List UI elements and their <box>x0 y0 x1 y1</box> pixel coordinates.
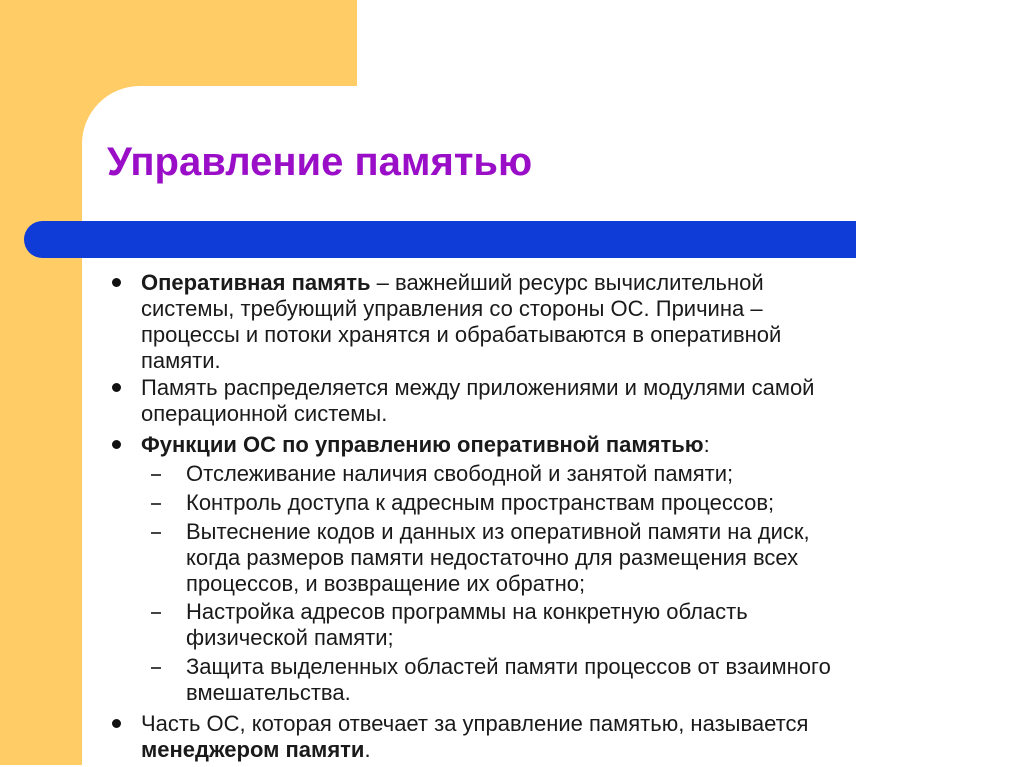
dash-marker <box>151 667 161 669</box>
list-item-text: – важнейший ресурс вычислительной <box>370 270 764 295</box>
slide-title: Управление памятью <box>107 140 533 184</box>
list-item-line: процессы и потоки хранятся и обрабатываются в оперативной <box>141 322 782 347</box>
sub-item-line: физической памяти; <box>186 625 394 650</box>
list-item-line: системы, требующий управления со стороны ОС. Причина – <box>141 296 763 321</box>
dash-marker <box>151 532 161 534</box>
sub-item-line: Вытеснение кодов и данных из оперативной памяти на диск, <box>186 519 810 544</box>
list-item-line: памяти. <box>141 348 221 373</box>
list-item-line <box>141 270 764 296</box>
bullet-dot <box>112 440 121 449</box>
bullet-dot <box>112 719 121 728</box>
list-item-text: . <box>364 737 371 762</box>
sub-item-line: процессов, и возвращение их обратно; <box>186 571 586 596</box>
sub-item-line: Защита выделенных областей памяти процессов от взаимного <box>186 654 831 679</box>
list-item-line <box>141 737 371 763</box>
bullet-dot <box>112 383 121 392</box>
list-item-text: : <box>703 432 710 457</box>
sub-item-line: когда размеров памяти недостаточно для размещения всех <box>186 545 799 570</box>
sub-item-line: Настройка адресов программы на конкретную область <box>186 599 748 624</box>
sub-item-line: Отслеживание наличия свободной и занятой памяти; <box>186 461 734 486</box>
dash-marker <box>151 503 161 505</box>
bullet-dot <box>112 278 121 287</box>
bold-term: Функции ОС по управлению оперативной памятью <box>141 432 704 457</box>
bold-term: Оперативная память <box>141 270 371 295</box>
list-item-line: операционной системы. <box>141 401 388 426</box>
bold-term: менеджером памяти <box>141 737 365 762</box>
dash-marker <box>151 474 161 476</box>
dash-marker <box>151 612 161 614</box>
sub-item-line: вмешательства. <box>186 680 351 705</box>
list-item-line: Часть ОС, которая отвечает за управление памятью, называется <box>141 711 809 736</box>
list-item-line: Память распределяется между приложениями и модулями самой <box>141 375 815 400</box>
list-item-line <box>141 432 710 458</box>
sub-item-line: Контроль доступа к адресным пространствам процессов; <box>186 490 775 515</box>
